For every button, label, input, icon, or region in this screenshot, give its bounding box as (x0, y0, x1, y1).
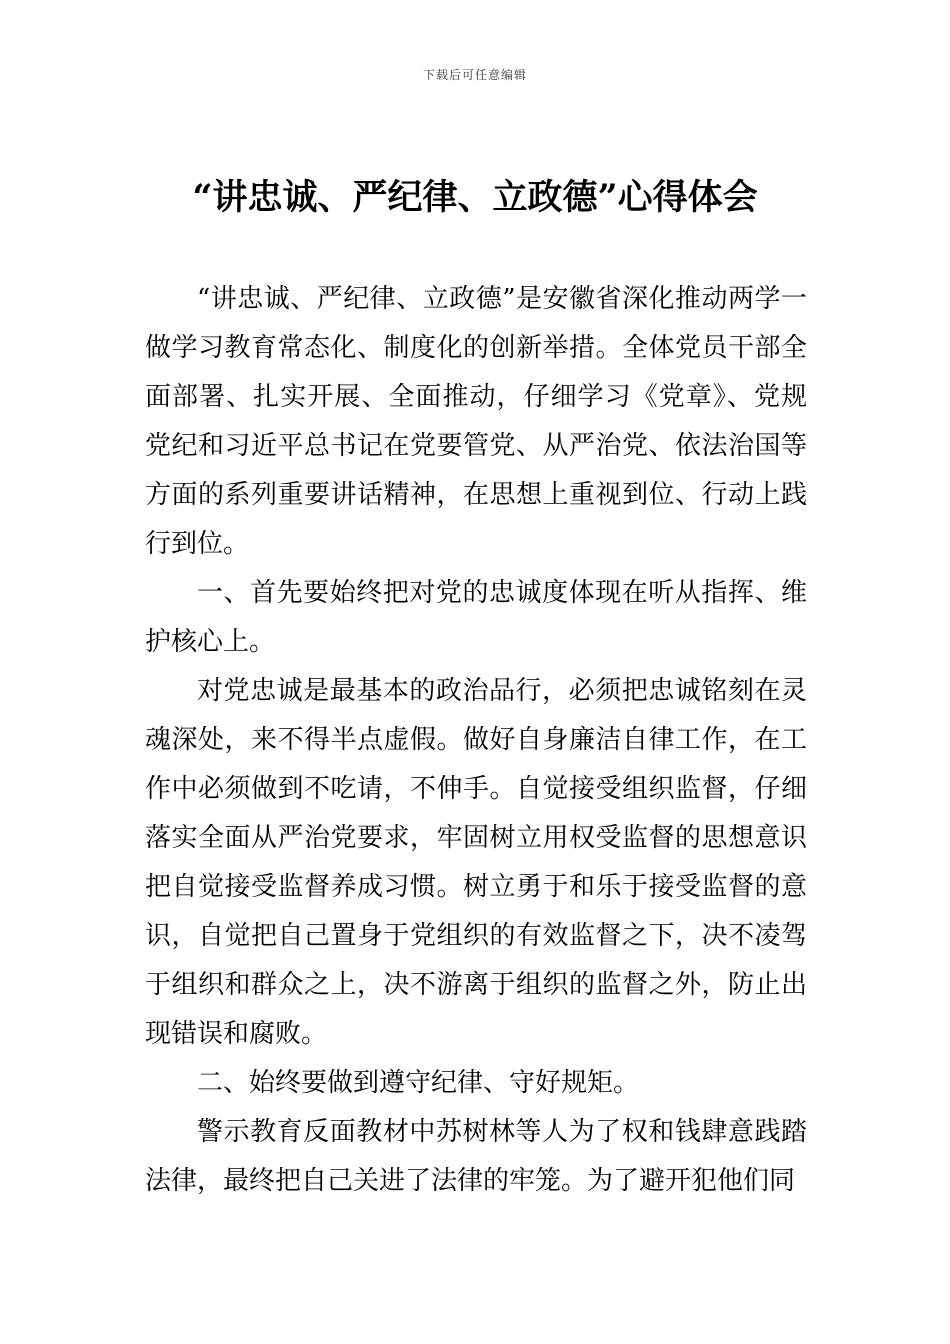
paragraph-intro: “讲忠诚、严纪律、立政德”是安徽省深化推动两学一做学习教育常态化、制度化的创新举措。全体党员干部全面部署、扎实开展、全面推动，仔细学习《党章》、党规党纪和习近平总书记在党要管党、从严治党、依法治国等方面的系列重要讲话精神，在思想上重视到位、行动上践行到位。 (145, 284, 807, 559)
paragraph-loyalty: 对党忠诚是最基本的政治品行，必须把忠诚铭刻在灵魂深处，来不得半点虚假。做好自身廉洁自律工作，在工作中必须做到不吃请，不伸手。自觉接受组织监督，仔细落实全面从严治党要求，牢固树立用权受监督的思想意识把自觉接受监督养成习惯。树立勇于和乐于接受监督的意识，自觉把自己置身于党组织的有效监督之下，决不凌驾于组织和群众之上，决不游离于组织的监督之外，防止出现错误和腐败。 (145, 676, 807, 1049)
document-body (145, 275, 807, 1206)
header-note: 下载后可任意编辑 (422, 68, 527, 82)
paragraph-warning: 警示教育反面教材中苏树林等人为了权和钱肆意践踏法律，最终把自己关进了法律的牢笼。为了避开犯他们同 (145, 1117, 807, 1196)
paragraph-heading-2: 二、始终要做到遵守纪律、守好规矩。 (197, 1068, 640, 1098)
document-title: “讲忠诚、严纪律、立政德”心得体会 (192, 177, 758, 218)
paragraph-heading-1: 一、首先要始终把对党的忠诚度体现在听从指挥、维护核心上。 (145, 578, 807, 657)
